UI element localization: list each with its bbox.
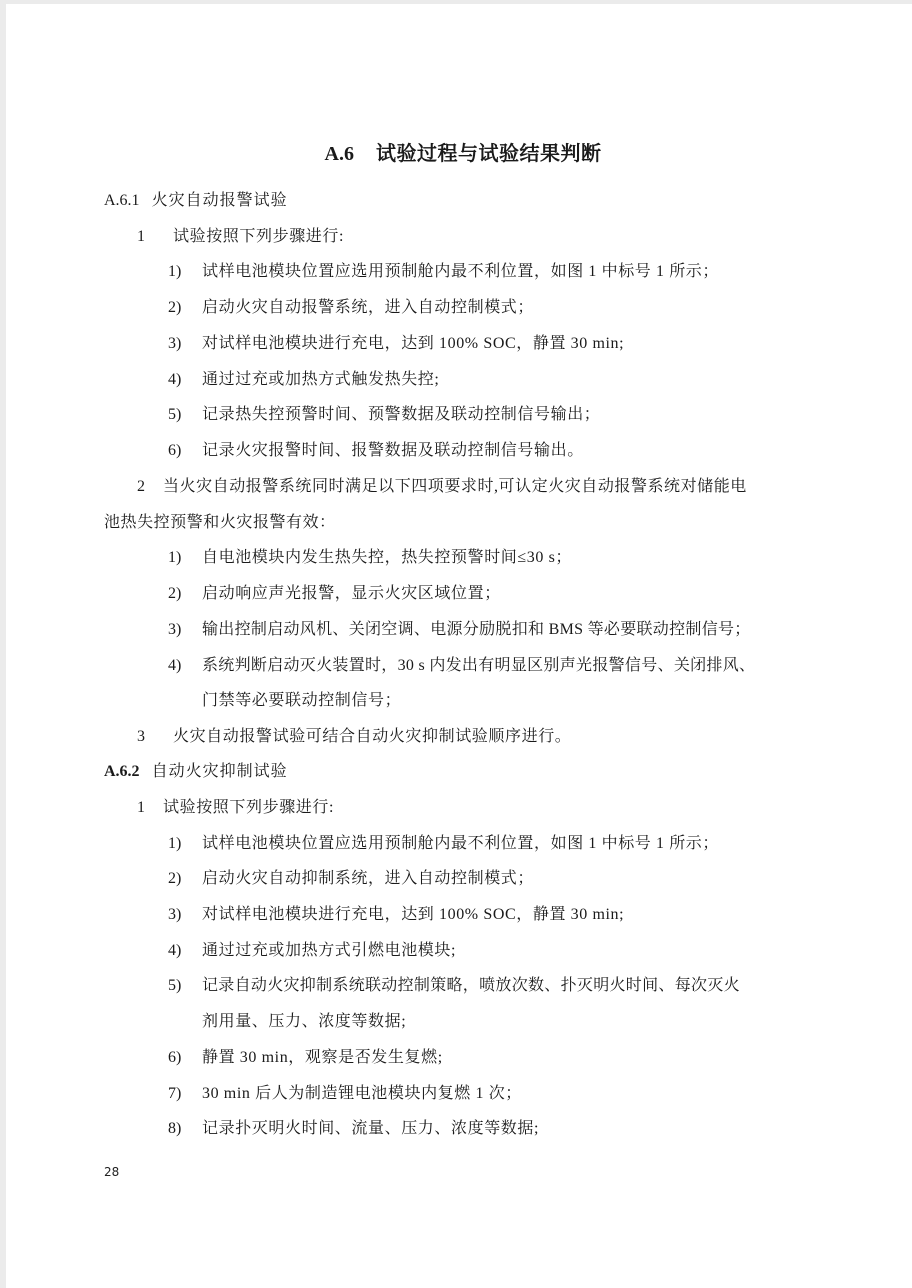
list-item bbox=[168, 582, 501, 606]
clause-text-continued: 池热失控预警和火灾报警有效： bbox=[104, 514, 336, 531]
item-text: 输出控制启动风机、关闭空调、电源分励脱扣和 BMS 等必要联动控制信号； bbox=[202, 621, 751, 638]
clause-2-continued bbox=[104, 511, 336, 535]
list-item bbox=[168, 903, 624, 927]
section-heading-a61 bbox=[104, 189, 288, 213]
item-number: 2) bbox=[168, 299, 182, 316]
item-text: 通过过充或加热方式引燃电池模块; bbox=[202, 942, 457, 959]
item-text: 静置 30 min，观察是否发生复燃; bbox=[202, 1049, 443, 1066]
item-text: 通过过充或加热方式触发热失控; bbox=[202, 371, 440, 388]
item-number: 4) bbox=[168, 657, 182, 674]
clause-text: 试验按照下列步骤进行: bbox=[173, 228, 345, 245]
item-text: 启动火灾自动报警系统，进入自动控制模式； bbox=[202, 299, 535, 316]
list-item bbox=[168, 332, 624, 356]
item-number: 4) bbox=[168, 371, 182, 388]
clause-text: 试验按照下列步骤进行: bbox=[163, 799, 335, 816]
item-text: 对试样电池模块进行充电，达到 100% SOC，静置 30 min; bbox=[202, 906, 625, 923]
title-text: 试验过程与试验结果判断 bbox=[375, 141, 602, 165]
section-heading-a62 bbox=[104, 760, 288, 784]
list-item bbox=[168, 546, 572, 570]
list-item bbox=[168, 368, 439, 392]
list-item bbox=[168, 867, 534, 891]
list-item bbox=[168, 832, 719, 856]
clause-number: 3 bbox=[137, 728, 145, 745]
item-number: 7) bbox=[168, 1085, 182, 1102]
list-item bbox=[168, 939, 456, 963]
item-number: 6) bbox=[168, 1049, 182, 1066]
section-title: 火灾自动报警试验 bbox=[151, 192, 288, 209]
list-item bbox=[168, 260, 719, 284]
item-text: 记录火灾报警时间、报警数据及联动控制信号输出。 bbox=[202, 442, 584, 459]
item-text: 试样电池模块位置应选用预制舱内最不利位置，如图 1 中标号 1 所示； bbox=[202, 263, 720, 280]
item-number: 2) bbox=[168, 870, 182, 887]
list-item bbox=[168, 1082, 522, 1106]
section-title: 自动火灾抑制试验 bbox=[151, 763, 288, 780]
item-text: 记录扑灭明火时间、流量、压力、浓度等数据; bbox=[202, 1120, 540, 1137]
item-text: 记录自动火灾抑制系统联动控制策略，喷放次数、扑灭明火时间、每次灭火 bbox=[202, 977, 740, 994]
item-number: 1) bbox=[168, 835, 182, 852]
clause-1 bbox=[137, 225, 344, 249]
item-text: 试样电池模块位置应选用预制舱内最不利位置，如图 1 中标号 1 所示； bbox=[202, 835, 720, 852]
item-text: 启动火灾自动抑制系统，进入自动控制模式； bbox=[202, 870, 535, 887]
item-text: 对试样电池模块进行充电，达到 100% SOC，静置 30 min; bbox=[202, 335, 625, 352]
list-item bbox=[168, 654, 755, 678]
document-page bbox=[6, 4, 912, 1288]
list-item-continued bbox=[202, 1010, 406, 1034]
item-number: 3) bbox=[168, 906, 182, 923]
item-number: 1) bbox=[168, 549, 182, 566]
page-title bbox=[6, 137, 912, 166]
item-text: 启动响应声光报警，显示火灾区域位置； bbox=[202, 585, 501, 602]
item-text: 记录热失控预警时间、预警数据及联动控制信号输出； bbox=[202, 406, 601, 423]
item-text: 系统判断启动灭火装置时，30 s 内发出有明显区别声光报警信号、关闭排风、 bbox=[202, 657, 756, 674]
item-number: 8) bbox=[168, 1120, 182, 1137]
list-item bbox=[168, 974, 740, 998]
list-item-continued bbox=[202, 689, 401, 713]
list-item bbox=[168, 1117, 539, 1141]
clause-2 bbox=[137, 475, 747, 499]
item-number: 2) bbox=[168, 585, 182, 602]
item-text-continued: 剂用量、压力、浓度等数据; bbox=[202, 1013, 407, 1030]
item-number: 5) bbox=[168, 977, 182, 994]
clause-text: 当火灾自动报警系统同时满足以下四项要求时,可认定火灾自动报警系统对储能电 bbox=[163, 478, 747, 495]
item-number: 6) bbox=[168, 442, 182, 459]
clause-1 bbox=[137, 796, 334, 820]
list-item bbox=[168, 296, 534, 320]
list-item bbox=[168, 1046, 443, 1070]
page-number: 28 bbox=[104, 1165, 120, 1179]
clause-number: 2 bbox=[137, 478, 145, 495]
item-number: 1) bbox=[168, 263, 182, 280]
clause-number: 1 bbox=[137, 799, 145, 816]
item-number: 3) bbox=[168, 621, 182, 638]
item-text-continued: 门禁等必要联动控制信号； bbox=[202, 692, 402, 709]
item-number: 4) bbox=[168, 942, 182, 959]
item-text: 30 min 后人为制造锂电池模块内复燃 1 次； bbox=[202, 1085, 522, 1102]
section-number: A.6.2 bbox=[104, 763, 140, 780]
section-number: A.6.1 bbox=[104, 192, 140, 209]
clause-text: 火灾自动报警试验可结合自动火灾抑制试验顺序进行。 bbox=[173, 728, 572, 745]
item-number: 5) bbox=[168, 406, 182, 423]
clause-number: 1 bbox=[137, 228, 145, 245]
list-item bbox=[168, 403, 600, 427]
clause-3 bbox=[137, 725, 571, 749]
title-number: A.6 bbox=[324, 143, 354, 165]
list-item bbox=[168, 439, 584, 463]
item-number: 3) bbox=[168, 335, 182, 352]
item-text: 自电池模块内发生热失控，热失控预警时间≤30 s； bbox=[202, 549, 573, 566]
list-item bbox=[168, 618, 751, 642]
